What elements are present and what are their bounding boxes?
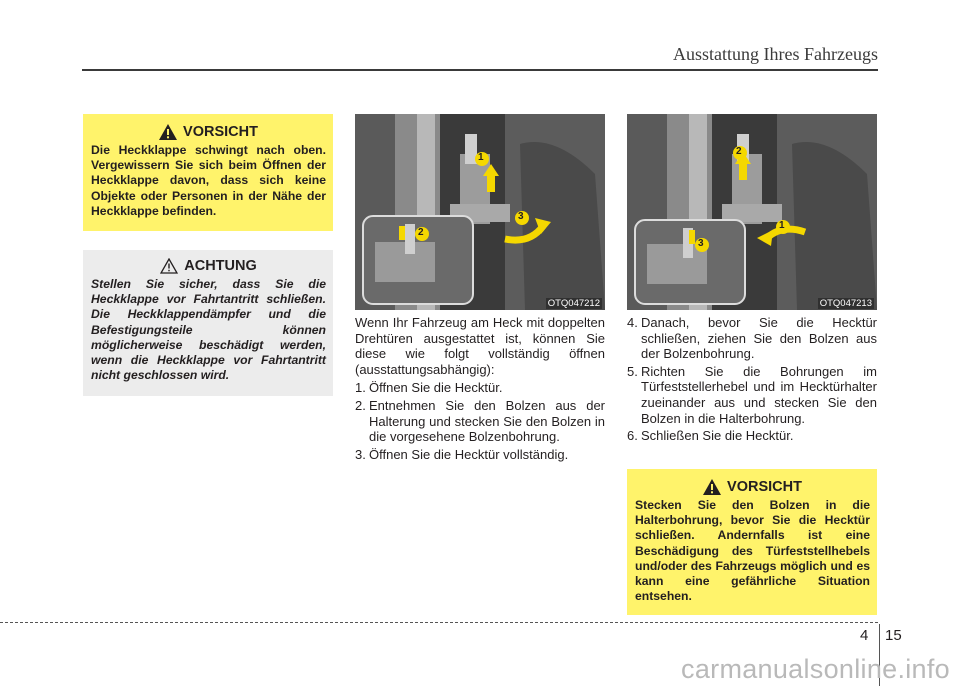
photo1-code: OTQ047212 [547,298,600,309]
achtung-text: Stellen Sie sicher, dass Sie die Heckklappe vor Fahrtantritt schließen. Die Heckklappendämpfer und die Befestigungsteile können möglicherweise beschädigt werden, wenn die Heckklappe vor Fahrtantritt nicht geschlossen wird. [91,277,326,383]
page-number: 15 [885,627,902,644]
caution-heading: VORSICHT [727,479,802,495]
step-number: 2. [355,397,366,413]
intro-paragraph: Wenn Ihr Fahrzeug am Heck mit doppelten Drehtüren ausgestattet ist, können Sie diese wie folgt vollständig öffnen (ausstattungsabhängig): [355,315,605,377]
instructions-middle-column [355,315,605,464]
step-text: Richten Sie die Bohrungen im Türfeststellerhebel und im Hecktürhalter zueinander aus und stecken Sie den Bolzen in die Halterbohrung. [641,363,877,426]
header-title: Ausstattung Ihres Fahrzeugs [673,44,878,64]
step-number: 5. [627,363,638,379]
step-item [627,428,877,444]
caution-box-1 [83,114,333,231]
step-item [627,315,877,362]
step-item [355,447,605,463]
achtung-heading-row [91,258,326,274]
door-hinge-photo-1 [355,114,605,310]
step-text: Entnehmen Sie den Bolzen aus der Halterung und stecken Sie den Bolzen in die vorgesehene Bolzenbohrung. [369,397,605,445]
caution-heading-row [91,124,326,140]
door-hinge-illustration-1 [355,114,605,310]
photo1-label-2: 2 [418,227,424,238]
warning-outline-icon [160,258,178,274]
step-text: Öffnen Sie die Hecktür vollständig. [369,446,569,462]
door-hinge-photo-2 [627,114,877,310]
photo2-label-1: 1 [779,220,785,231]
caution-text: Stecken Sie den Bolzen in die Halterbohrung, bevor Sie die Hecktür schließen. Andernfalls ist eine Beschädigung des Türfeststellhebels und/oder des Fahrzeugs möglich und es kann eine gefährliche Situation entsehen. [635,498,870,604]
watermark: carmanualsonline.info [681,654,950,684]
footer-rule [0,622,878,623]
caution-heading: VORSICHT [183,124,258,140]
step-number: 4. [627,315,638,330]
step-item [355,380,605,396]
warning-filled-icon [159,124,177,140]
step-text: Öffnen Sie die Hecktür. [369,380,503,396]
photo1-label-3: 3 [518,211,524,222]
step-text: Danach, bevor Sie die Hecktür schließen, ziehen Sie den Bolzen aus der Bolzenbohrung. [641,315,877,362]
photo1-label-1: 1 [478,152,484,163]
instructions-right-column [627,315,877,446]
step-text: Schließen Sie die Hecktür. [641,428,794,444]
step-number: 1. [355,380,366,396]
caution-heading-row [635,479,870,495]
header-rule [82,69,878,71]
door-hinge-illustration-2 [627,114,877,310]
achtung-heading: ACHTUNG [184,258,257,274]
step-number: 3. [355,446,366,462]
photo2-label-2: 2 [736,146,742,157]
achtung-box [83,250,333,396]
photo2-code: OTQ047213 [819,298,872,309]
step-item [355,398,605,445]
chapter-number: 4 [860,627,869,644]
warning-filled-icon [703,479,721,495]
step-item [627,364,877,426]
caution-text: Die Heckklappe schwingt nach oben. Vergewissern Sie sich beim Öffnen der Heckklappe davon, dass sich keine Objekte oder Personen in der Nähe der Heckklappe befinden. [91,143,326,218]
step-number: 6. [627,428,638,444]
caution-box-2 [627,469,877,615]
photo2-label-3: 3 [698,238,704,249]
